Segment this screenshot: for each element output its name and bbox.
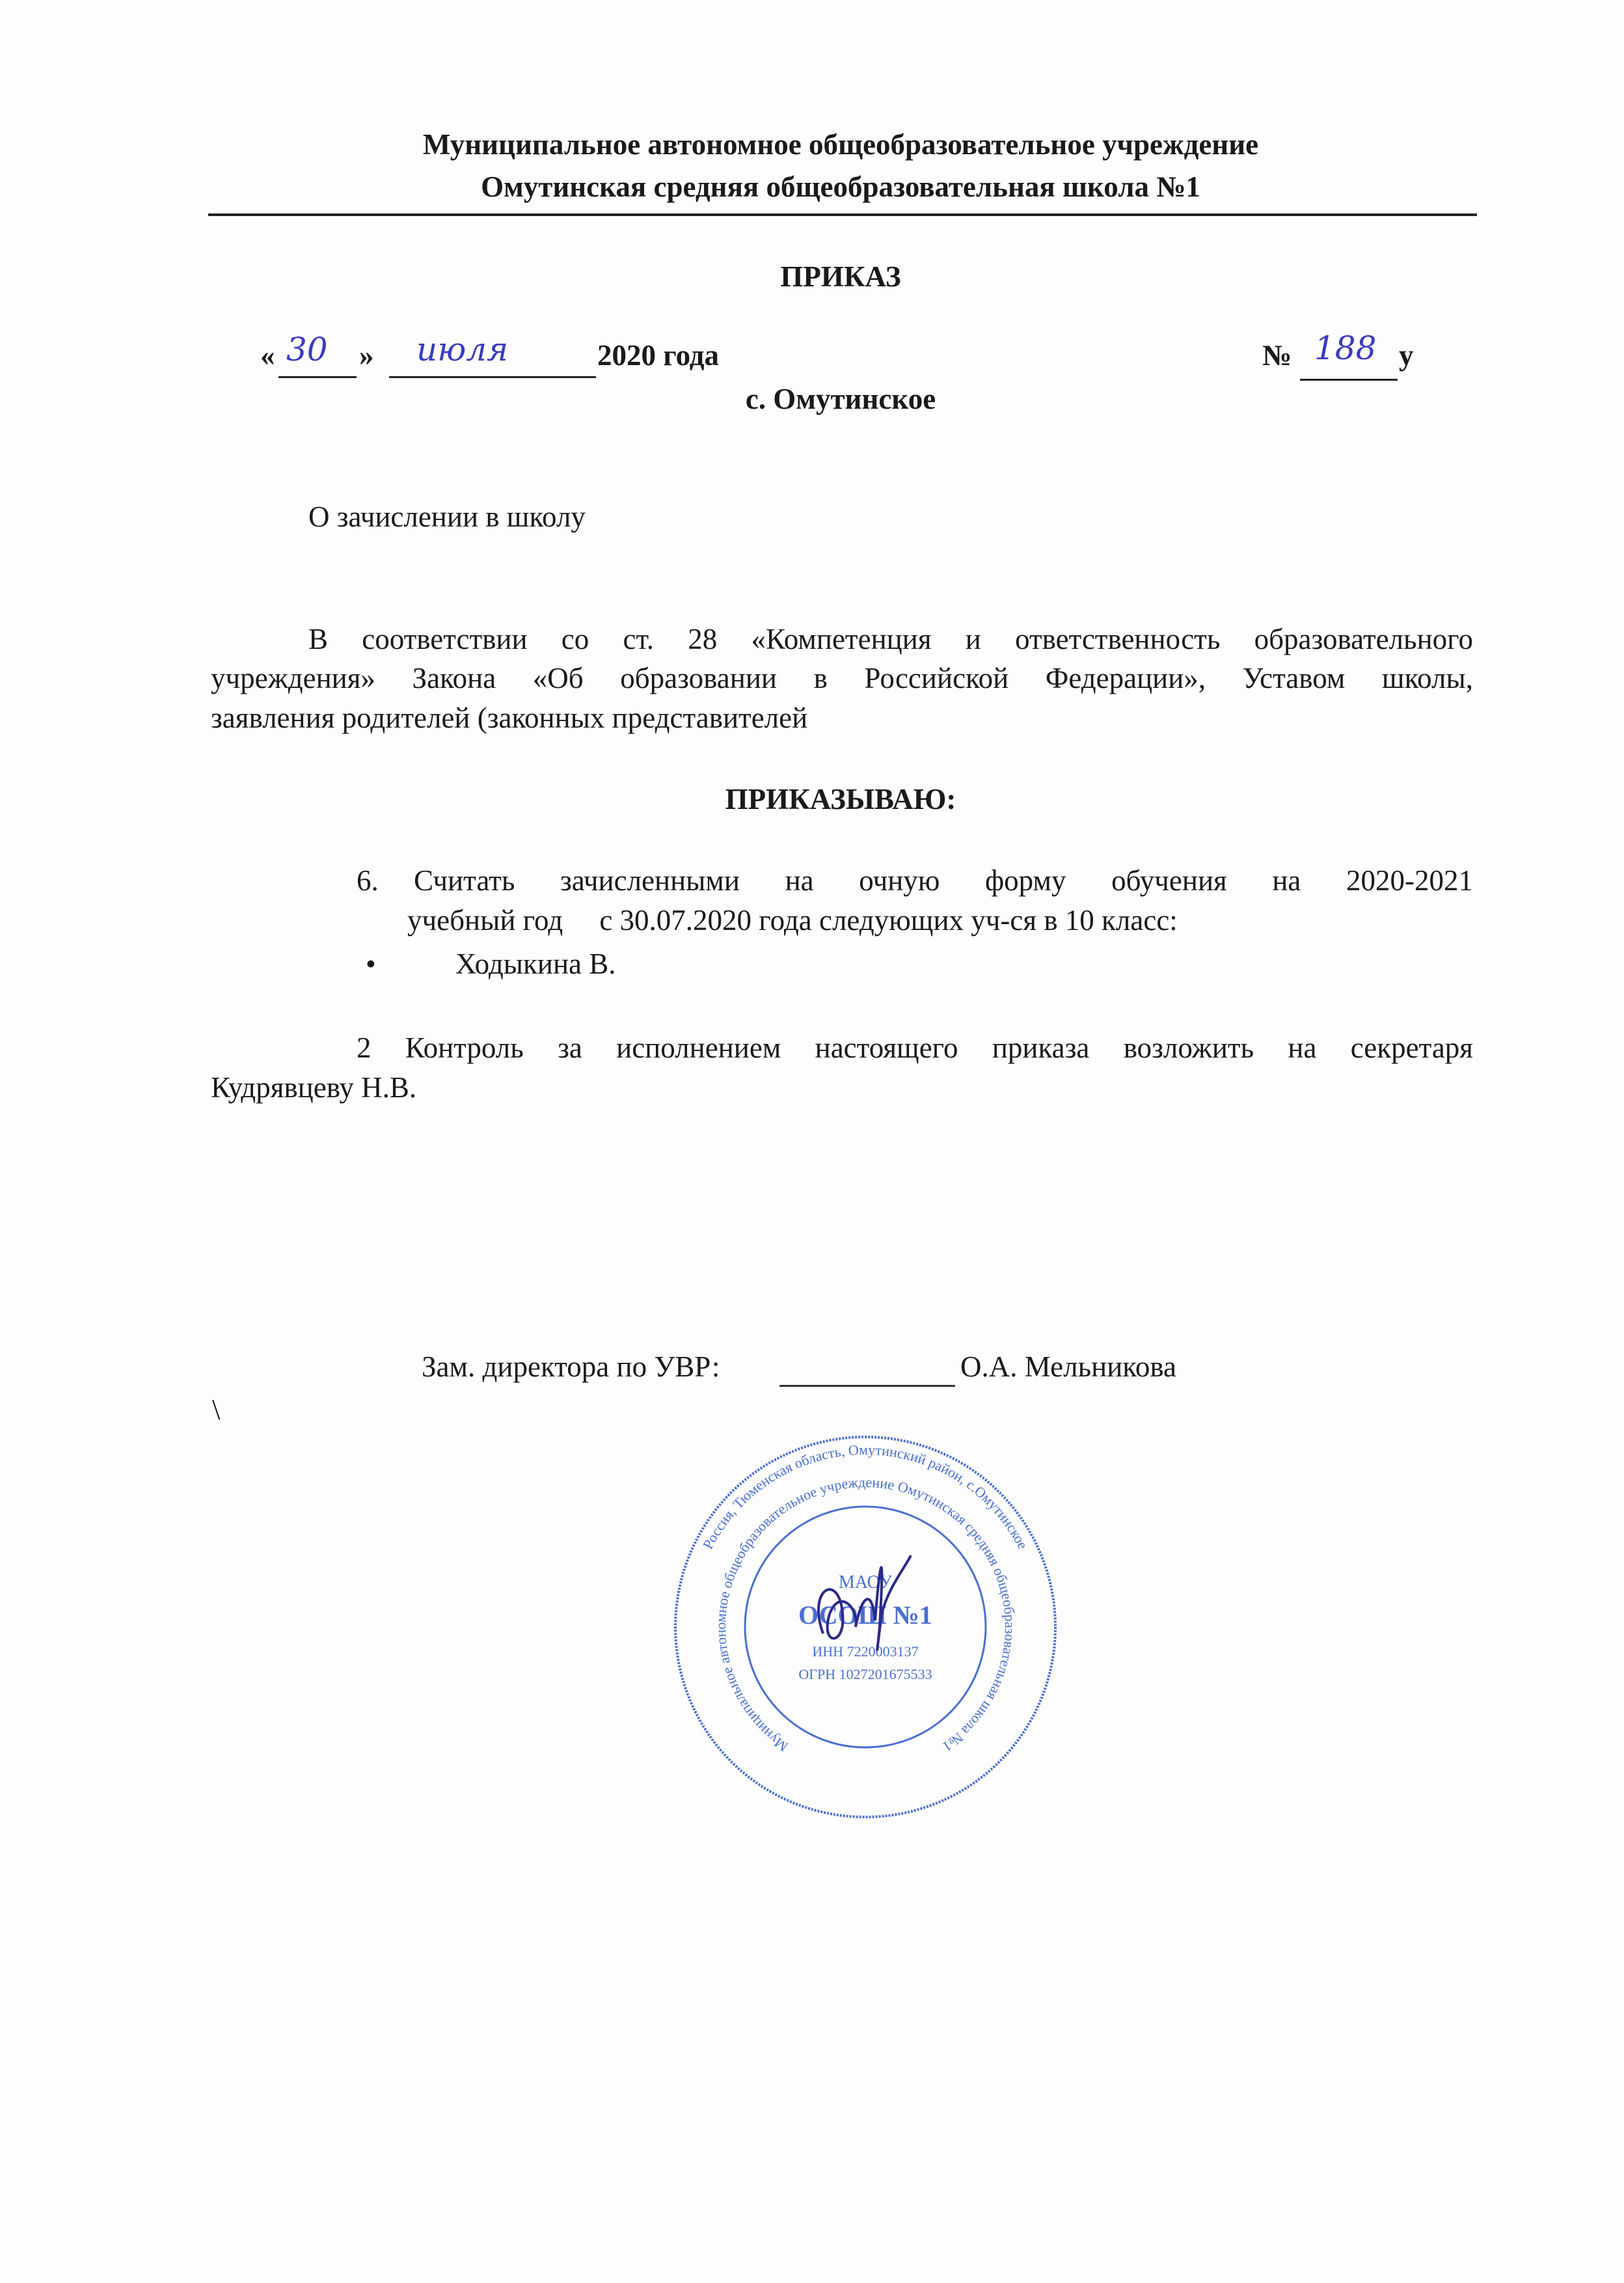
- student-name: Ходыкина В.: [455, 948, 616, 980]
- item-line: Кудрявцеву Н.В.: [211, 1071, 417, 1104]
- place: с. Омутинское: [745, 383, 936, 415]
- signature-position: Зам. директора по УВР:: [422, 1350, 720, 1383]
- preamble-line: учреждения» Закона «Об образовании в Российской Федерации», Уставом школы,: [211, 662, 1473, 694]
- header-divider: [208, 213, 1477, 216]
- seal-inner-text: Муниципальное автономное общеобразовательное учреждение Омутинская средняя общеобразовательная школа №1: [712, 1473, 1019, 1755]
- order-number-suffix: у: [1399, 339, 1414, 372]
- number-underline: [1300, 379, 1398, 381]
- school-seal: [670, 1432, 1061, 1822]
- bullet-icon: •: [366, 948, 376, 980]
- date-year: 2020 года: [597, 339, 720, 372]
- order-title: ПРИКАЗ: [780, 260, 901, 293]
- seal-outer-text: Россия, Тюменская область, Омутинский район, с.Омутинское: [699, 1441, 1032, 1552]
- item-line: учебный год с 30.07.2020 года следующих уч-ся в 10 класс:: [407, 904, 1178, 936]
- header-institution-line1: Муниципальное автономное общеобразовательное учреждение: [422, 128, 1259, 161]
- order-number-label: №: [1262, 339, 1292, 372]
- date-close-quote: »: [359, 339, 374, 372]
- seal-center-bottom: ОСОШ №1: [798, 1600, 932, 1630]
- date-month-handwritten: июля: [416, 331, 509, 368]
- seal-inn: ИНН 7220003137: [812, 1643, 919, 1660]
- item-line: Считать зачисленными на очную форму обучения на 2020-2021: [414, 864, 1473, 897]
- stray-mark: \: [212, 1393, 221, 1426]
- signature-line: [779, 1385, 955, 1387]
- date-day-handwritten: 30: [286, 331, 328, 368]
- item-line: 2 Контроль за исполнением настоящего приказа возложить на секретаря: [357, 1032, 1473, 1064]
- header-institution-line2: Омутинская средняя общеобразовательная школа №1: [481, 171, 1200, 203]
- day-underline: [278, 376, 357, 378]
- date-open-quote: «: [260, 339, 275, 372]
- seal-center-top: МАОУ: [838, 1572, 893, 1593]
- month-underline: [389, 376, 596, 378]
- seal-ogrn: ОГРН 1027201675533: [798, 1666, 932, 1682]
- preamble-line: заявления родителей (законных представителей: [211, 702, 808, 734]
- order-word: ПРИКАЗЫВАЮ:: [725, 783, 956, 815]
- preamble-line: В соответствии со ст. 28 «Компетенция и ответственность образовательного: [308, 623, 1473, 655]
- order-number-handwritten: 188: [1314, 329, 1377, 367]
- item-number: 6.: [357, 864, 379, 897]
- order-subject: О зачислении в школу: [308, 500, 586, 533]
- signature-name: О.А. Мельникова: [960, 1350, 1176, 1383]
